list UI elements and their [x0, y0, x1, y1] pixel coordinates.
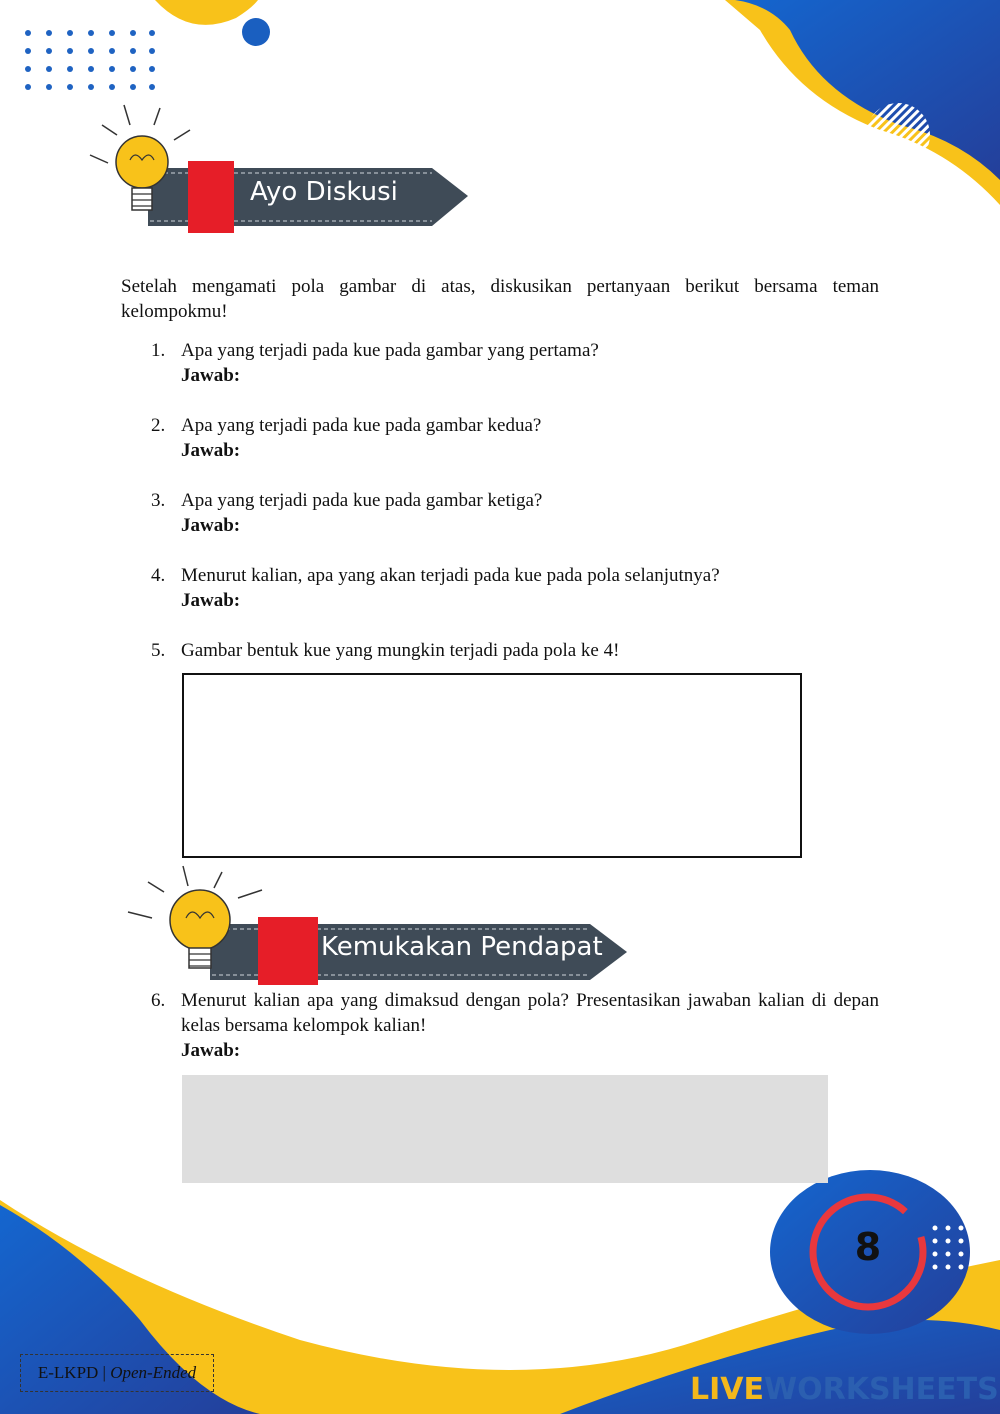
question-number: 4. — [151, 565, 166, 586]
question-number: 5. — [151, 640, 166, 661]
liveworksheets-watermark — [690, 1372, 999, 1407]
answer-label: Jawab: — [181, 440, 241, 461]
answer-input-box[interactable] — [182, 1075, 828, 1183]
answer-label: Jawab: — [181, 1040, 241, 1061]
question-number: 6. — [151, 990, 166, 1011]
question-text: Apa yang terjadi pada kue pada gambar kedua? — [181, 415, 542, 436]
banner-title: Ayo Diskusi — [250, 177, 398, 207]
footer-tag-italic: Open-Ended — [110, 1363, 197, 1382]
question-text: Gambar bentuk kue yang mungkin terjadi pada pola ke 4! — [181, 640, 620, 661]
watermark-worksheets: WORKSHEETS — [764, 1372, 999, 1407]
drawing-answer-box[interactable] — [182, 673, 802, 858]
question-text: Apa yang terjadi pada kue pada gambar yang pertama? — [181, 340, 599, 361]
page-number: 8 — [854, 1225, 882, 1269]
banner-title: Kemukakan Pendapat — [321, 932, 603, 962]
footer-tag-prefix: E-LKPD | — [37, 1363, 111, 1382]
question-number: 3. — [151, 490, 166, 511]
answer-label: Jawab: — [181, 590, 241, 611]
question-number: 1. — [151, 340, 166, 361]
answer-label: Jawab: — [181, 365, 241, 386]
question-text: Apa yang terjadi pada kue pada gambar ketiga? — [181, 490, 543, 511]
footer-tag — [20, 1354, 214, 1392]
question-text: Menurut kalian apa yang dimaksud dengan pola? Presentasikan jawaban kalian di depan kelas bersama kelompok kalian! — [181, 990, 879, 1036]
answer-label: Jawab: — [181, 515, 241, 536]
question-number: 2. — [151, 415, 166, 436]
watermark-live: LIVE — [690, 1372, 764, 1407]
question-text: Menurut kalian, apa yang akan terjadi pada kue pada pola selanjutnya? — [181, 565, 720, 586]
intro-paragraph: Setelah mengamati pola gambar di atas, diskusikan pertanyaan berikut bersama teman kelompokmu! — [121, 276, 879, 322]
